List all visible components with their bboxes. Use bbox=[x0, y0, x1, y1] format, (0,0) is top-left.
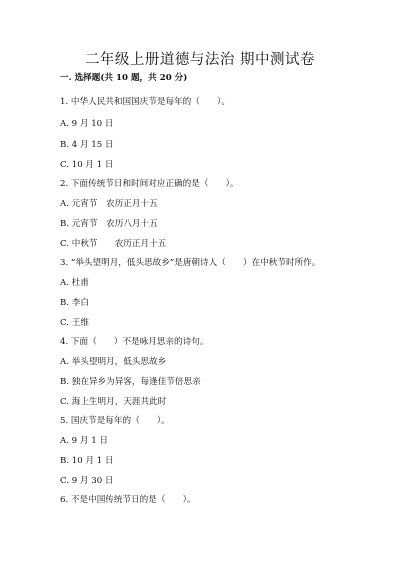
q5-option-b: B. 10 月 1 日 bbox=[60, 456, 114, 466]
q3-option-b: B. 李白 bbox=[60, 298, 89, 308]
q4-option-a: A. 举头望明月，低头思故乡 bbox=[60, 357, 167, 367]
q1-option-a: A. 9 月 10 日 bbox=[60, 119, 114, 129]
q1-option-b: B. 4 月 15 日 bbox=[60, 140, 114, 150]
q2-option-b: B. 元宵节 农历八月十五 bbox=[60, 219, 158, 229]
section-heading: 一. 选择题(共 10 题，共 20 分) bbox=[60, 73, 188, 83]
question-stem-2: 2. 下面传统节日和时间对应正确的是（ ）。 bbox=[60, 179, 239, 189]
q2-option-a: A. 元宵节 农历正月十五 bbox=[60, 199, 158, 209]
question-stem-4: 4. 下面（ ）不是咏月思亲的诗句。 bbox=[60, 337, 209, 347]
question-stem-1: 1. 中华人民共和国国庆节是每年的（ ）。 bbox=[60, 97, 230, 107]
q5-option-a: A. 9 月 1 日 bbox=[60, 436, 108, 446]
question-stem-5: 5. 国庆节是每年的（ ）。 bbox=[60, 416, 170, 426]
q2-option-c: C. 中秋节 农历正月十五 bbox=[60, 239, 167, 249]
q3-option-a: A. 杜甫 bbox=[60, 278, 89, 288]
q5-option-c: C. 9 月 30 日 bbox=[60, 476, 114, 486]
q3-option-c: C. 王维 bbox=[60, 318, 89, 328]
q4-option-b: B. 独在异乡为异客，每逢佳节倍思亲 bbox=[60, 377, 201, 387]
question-stem-3: 3. “举头望明月，低头思故乡”是唐朝诗人（ ）在中秋节时所作。 bbox=[60, 258, 321, 268]
question-stem-6: 6. 不是中国传统节日的是（ ）。 bbox=[60, 495, 196, 505]
q4-option-c: C. 海上生明月，天涯共此时 bbox=[60, 397, 167, 407]
page-title: 二年级上册道德与法治 期中测试卷 bbox=[84, 52, 316, 68]
q1-option-c: C. 10 月 1 日 bbox=[60, 160, 114, 170]
